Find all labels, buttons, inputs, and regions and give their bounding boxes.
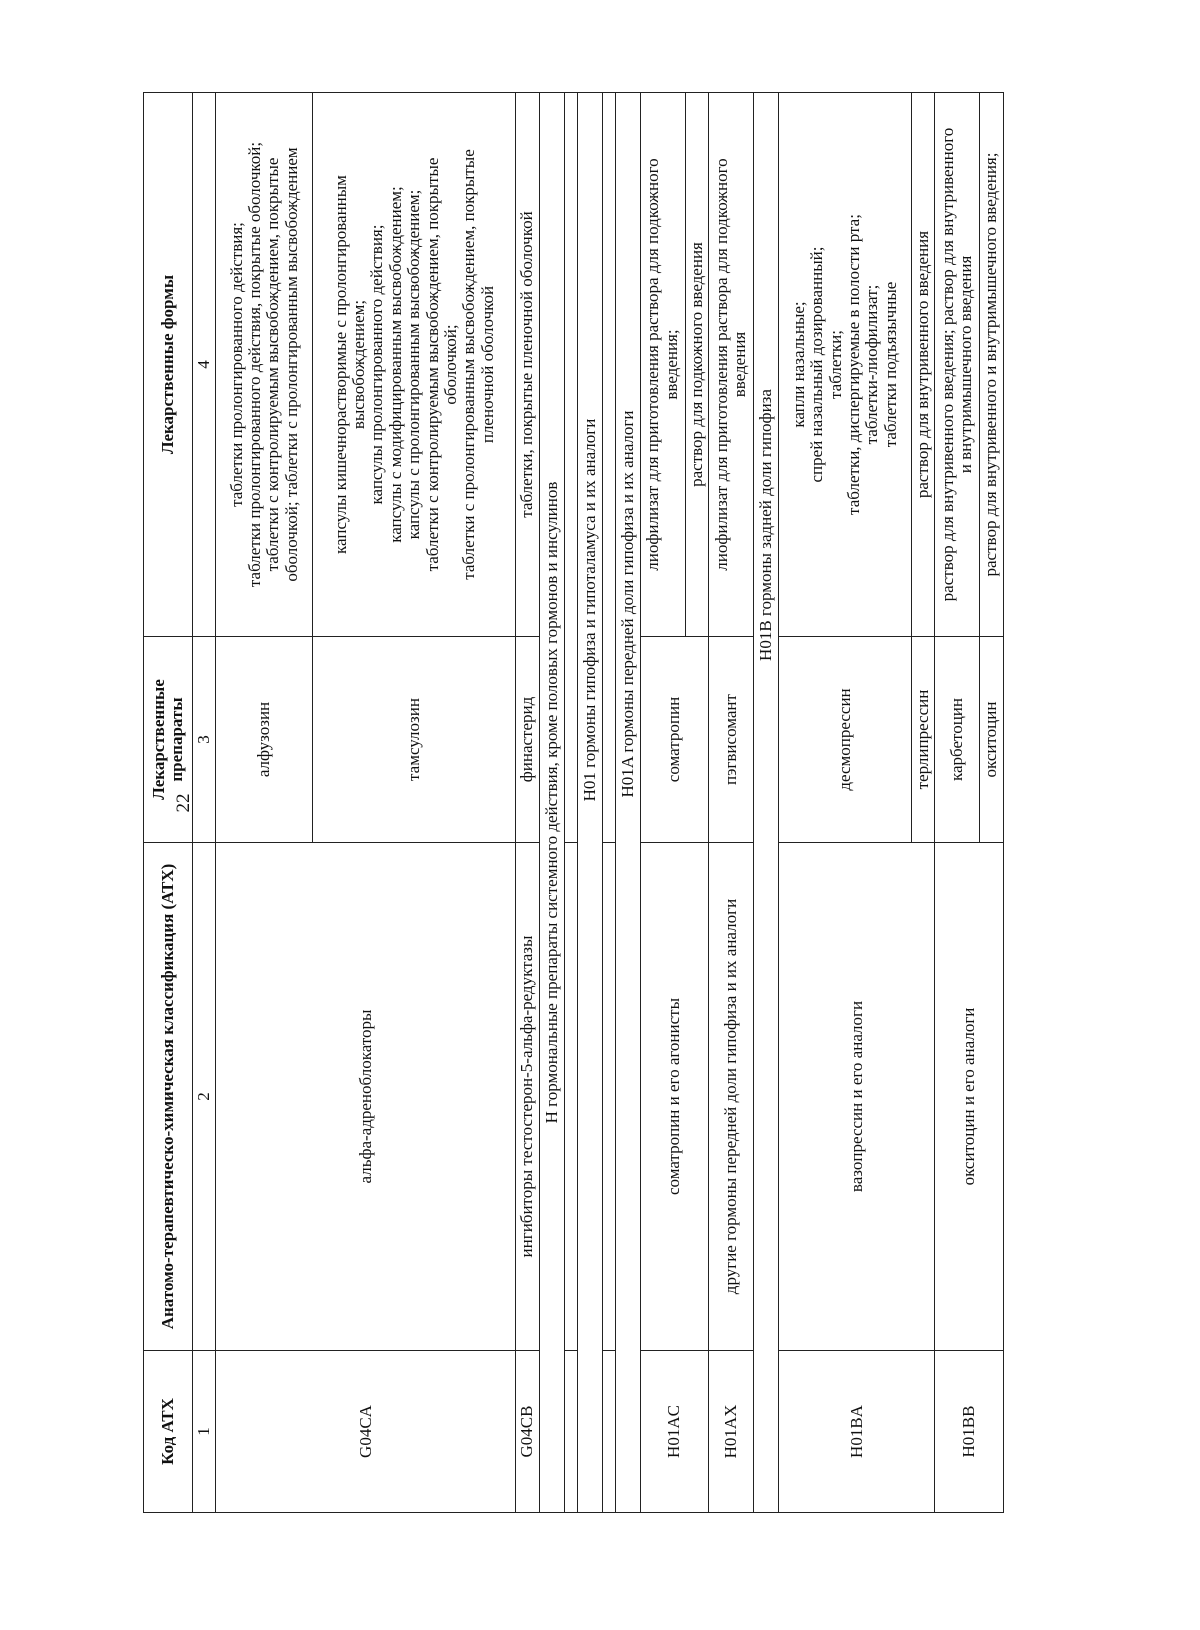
forms-somatropin-lyophilizate (640, 93, 685, 637)
form-line: введения (730, 331, 750, 398)
header-preparations: Лекарственные препараты (144, 637, 193, 843)
forms-desmopressin (779, 93, 912, 637)
form-line: лиофилизат для приготовления раствора для подкожного (711, 158, 731, 571)
atx-code-h01bb: H01BB (935, 1351, 1003, 1513)
section-h01: H01 гормоны гипофиза и гипоталамуса и их аналоги (577, 93, 602, 1513)
col-num-2: 2 (193, 843, 216, 1351)
section-row-h01b (754, 93, 779, 1513)
rotated-page-content (143, 93, 1003, 1513)
header-row (144, 93, 193, 1513)
forms-pegvisomant (709, 93, 754, 637)
forms-oxytocin: раствор для внутривенного и внутримышечного введения; (980, 93, 1003, 637)
section-row-h01a (615, 93, 640, 1513)
forms-carbetocin (935, 93, 980, 637)
form-line: таблетки с контролируемым высвобождением, покрытые (263, 157, 283, 572)
form-line: высвобождением; (349, 299, 369, 430)
section-h01b: H01B гормоны задней доли гипофиза (754, 93, 779, 1513)
drug-oxytocin: окситоцин (980, 637, 1003, 843)
atx-code-g04cb: G04CB (516, 1351, 539, 1513)
atx-class-h01ba: вазопрессин и его аналоги (779, 843, 935, 1351)
table-row (935, 93, 980, 1513)
atx-code-h01ac: H01AC (640, 1351, 708, 1513)
section-row-h (539, 93, 564, 1513)
section-h01a: H01A гормоны передней доли гипофиза и их аналоги (615, 93, 640, 1513)
forms-terlipressin: раствор для внутривенного введения (912, 93, 935, 637)
form-line: оболочкой; таблетки с пролонгированным высвобождением (281, 147, 301, 582)
spacer-row (564, 93, 577, 1513)
form-line: таблетки-лиофилизат; (862, 284, 882, 445)
form-line: таблетки подъязычные (880, 281, 900, 448)
form-line: и внутримышечного введения (956, 255, 976, 474)
drug-pegvisomant: пэгвисомант (709, 637, 754, 843)
drug-somatropin: соматропин (640, 637, 708, 843)
forms-alfuzosin (216, 93, 313, 637)
form-line: оболочкой; (440, 324, 460, 405)
table-row (709, 93, 754, 1513)
section-h: H гормональные препараты системного действия, кроме половых гормонов и инсулинов (539, 93, 564, 1513)
col-num-1: 1 (193, 1351, 216, 1513)
spacer-row (602, 93, 615, 1513)
form-line: таблетки; (825, 330, 845, 399)
col-num-4: 4 (193, 93, 216, 637)
drug-tamsulosin: тамсулозин (313, 637, 516, 843)
forms-tamsulosin (313, 93, 516, 637)
column-number-row (193, 93, 216, 1513)
form-line: таблетки с пролонгированным высвобождением, покрытые (459, 149, 479, 580)
spacer-cell (564, 843, 577, 1351)
atx-class-h01ac: соматропин и его агонисты (640, 843, 708, 1351)
spacer-cell (564, 1351, 577, 1513)
spacer-cell (602, 1351, 615, 1513)
atx-code-g04ca: G04CA (216, 1351, 516, 1513)
drug-finasteride: финастерид (516, 637, 539, 843)
spacer-cell (602, 843, 615, 1351)
form-line: капсулы с модифицированным высвобождением; (385, 186, 405, 543)
spacer-cell (602, 93, 615, 843)
spacer-cell (564, 93, 577, 843)
form-line: раствор для внутривенного введения; раствор для внутривенного (938, 127, 958, 602)
header-code: Код АТХ (144, 1351, 193, 1513)
form-line: спрей назальный дозированный; (807, 246, 827, 483)
form-line: капсулы кишечнорастворимые с пролонгированным (330, 175, 350, 554)
form-line: таблетки, диспергируемые в полости рта; (844, 214, 864, 515)
form-line: таблетки пролонгированного действия, покрытые оболочкой; (245, 141, 264, 588)
form-line: таблетки с контролируемым высвобождением, покрытые (422, 157, 442, 572)
atx-class-h01bb: окситоцин и его аналоги (935, 843, 1003, 1351)
atx-table (143, 92, 1004, 1513)
form-line: капли назальные; (789, 301, 808, 428)
table-row (516, 93, 539, 1513)
atx-code-h01ax: H01AX (709, 1351, 754, 1513)
header-forms: Лекарственные формы (144, 93, 193, 637)
form-line: таблетки пролонгированного действия; (226, 222, 246, 507)
col-num-3: 3 (193, 637, 216, 843)
forms-somatropin-solution: раствор для подкожного введения (685, 93, 708, 637)
section-row-h01 (577, 93, 602, 1513)
table-row (779, 93, 912, 1513)
drug-alfuzosin: алфузозин (216, 637, 313, 843)
form-line: капсулы с пролонгированным высвобождением; (404, 189, 424, 540)
table-row (640, 93, 685, 1513)
atx-class-g04cb: ингибиторы тестостерон-5-альфа-редуктазы (516, 843, 539, 1351)
page-number: 22 (173, 793, 194, 813)
form-line: капсулы пролонгированного действия; (367, 224, 387, 505)
form-line: введения; (661, 329, 681, 400)
drug-carbetocin: карбетоцин (935, 637, 980, 843)
atx-class-g04ca: альфа-адреноблокаторы (216, 843, 516, 1351)
atx-code-h01ba: H01BA (779, 1351, 935, 1513)
atx-class-h01ax: другие гормоны передней доли гипофиза и их аналоги (709, 843, 754, 1351)
header-classification: Анатомо-терапевтическо-химическая классификация (АТХ) (144, 843, 193, 1351)
forms-finasteride: таблетки, покрытые пленочной оболочкой (516, 93, 539, 637)
drug-terlipressin: терлипрессин (912, 637, 935, 843)
form-line: лиофилизат для приготовления раствора для подкожного (643, 158, 663, 571)
table-row (216, 93, 313, 1513)
form-line: пленочной оболочкой (477, 285, 497, 444)
drug-desmopressin: десмопрессин (779, 637, 912, 843)
